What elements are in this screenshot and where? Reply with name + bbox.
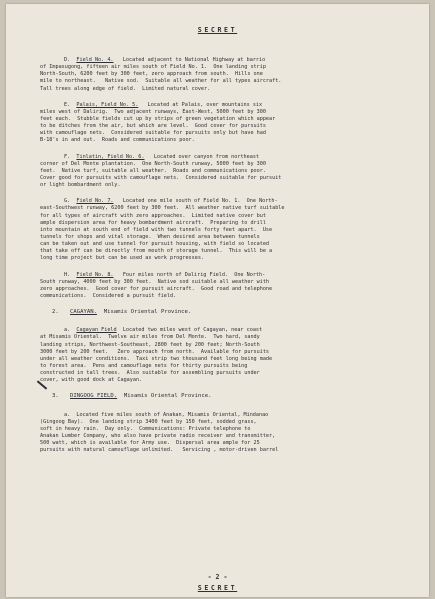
paragraph-title: Palais, Field No. 5. [76, 101, 139, 108]
classification-header: SECRET [197, 26, 238, 34]
section-heading-dingoog: 3. DINGOOG FIELD. Misamis Oriental Province. [52, 393, 212, 400]
classification-footer: SECRET [197, 584, 238, 592]
paragraph-title: Cagayan Field [76, 327, 117, 334]
paragraph-palais-field: E. Palais, Field No. 5. Located at Palais, over mountains six miles west of Dalirig. Two adjacent runways, East-West, 5000 feet by 300 feet each. Stubble fields cut up by strips of green vegetation which appear to be ditches from the air, but which are level. Good cover for pursuits with camouflage nets. Considered suitable for pursuits only but have had B-18's in and out. Roads and communications poor. [40, 101, 276, 144]
paragraph-field-8: H. Field No. 8. Four miles north of Dalirig Field. One North- South runway, 4000 feet by 300 feet. Native sod suitable all weather with zero approaches. Good cover for pursuit aircraft. Good road and telephone communications. Considered a pursuit field. [40, 271, 273, 299]
section-heading-cagayan: 2. CAGAYAN. Misamis Oriental Province. [52, 309, 192, 316]
document-body [40, 57, 413, 463]
paragraph-dingoog-field: a. Located five miles south of Anakan, Misamis Oriental, Mindanao (Gingoog Bay). One landing strip 3400 feet by 150 feet, sodded grass, soft in heavy rain. Day only. Communications: Private telephone to Anakan Lumber Company, who also have private radio receiver and transmitter, 500 watt, which is available for Army use. Dispersal area ample for 25 pursuits with natural camouflage unlimited. Servicing , motor-driven barrel [40, 411, 279, 454]
paragraph-title: Field No. 8. [76, 271, 114, 278]
paragraph-cagayan-field: a. Cagayan Field Located two miles west of Cagayan, near coast at Misamis Oriental. Twelve air miles from Del Monte. Two hard, sandy landing strips, Northwest-Southeast, 2800 feet by 200 feet; North-South 3000 feet by 200 feet. Zero approach from north. Available for pursuits under all weather conditions. Taxi strip two thousand feet long being made to forest area. Pens and camouflage nets for thirty pursuits being constructed in tall trees. Also suitable for assembling pursuits under cover, with good dock at Cagayan. [40, 327, 273, 384]
paragraph-field-4: D. Field No. 4. Located adjacent to National Highway at barrio of Impasugong, fifteen air miles south of Field No. 1. One landing strip North-South, 6200 feet by 300 feet, zero approach from south. Hills one mile to northeast. Native sod. Suitable all weather for all types aircraft. Tall trees along edge of field. Limited natural cover. [40, 57, 282, 92]
paragraph-title: Field No. 4. [76, 57, 114, 63]
paragraph-title: Tinlatin, Field No. 6. [76, 153, 145, 160]
paragraph-field-7: G. Field No. 7. Located one mile south of Field No. 1. One North- east-Southwest runway, 6200 feet by 300 feet. All weather native turf suitable for all types of aircraft with zero approaches. Limited native cover but ample dispersion area for heavy bombardment aircraft. Preparing to drill into mountain at south end of field with two tunnels forty feet apart. Use tunnels for shops and vital storage. When desired area between tunnels can be taken out and use tunnel for pursuit housing, with field so located that take off can be directly from mouth of storage tunnel. This will be a long time project but can be used as work progresses. [40, 198, 285, 262]
paragraph-title: Field No. 7. [76, 198, 114, 205]
page-number: - 2 - [207, 573, 228, 581]
document-page [6, 4, 429, 597]
paragraph-tinlatin-field: F. Tinlatin, Field No. 6. Located over canyon from northeast corner of Del Monte plantation. One North-South runway, 5000 feet by 300 feet. Native turf, suitable all weather. Roads and communications poor. Cover good for pursuits with camouflage nets. Considered suitable for pursuit or light bombardment only. [40, 153, 282, 189]
